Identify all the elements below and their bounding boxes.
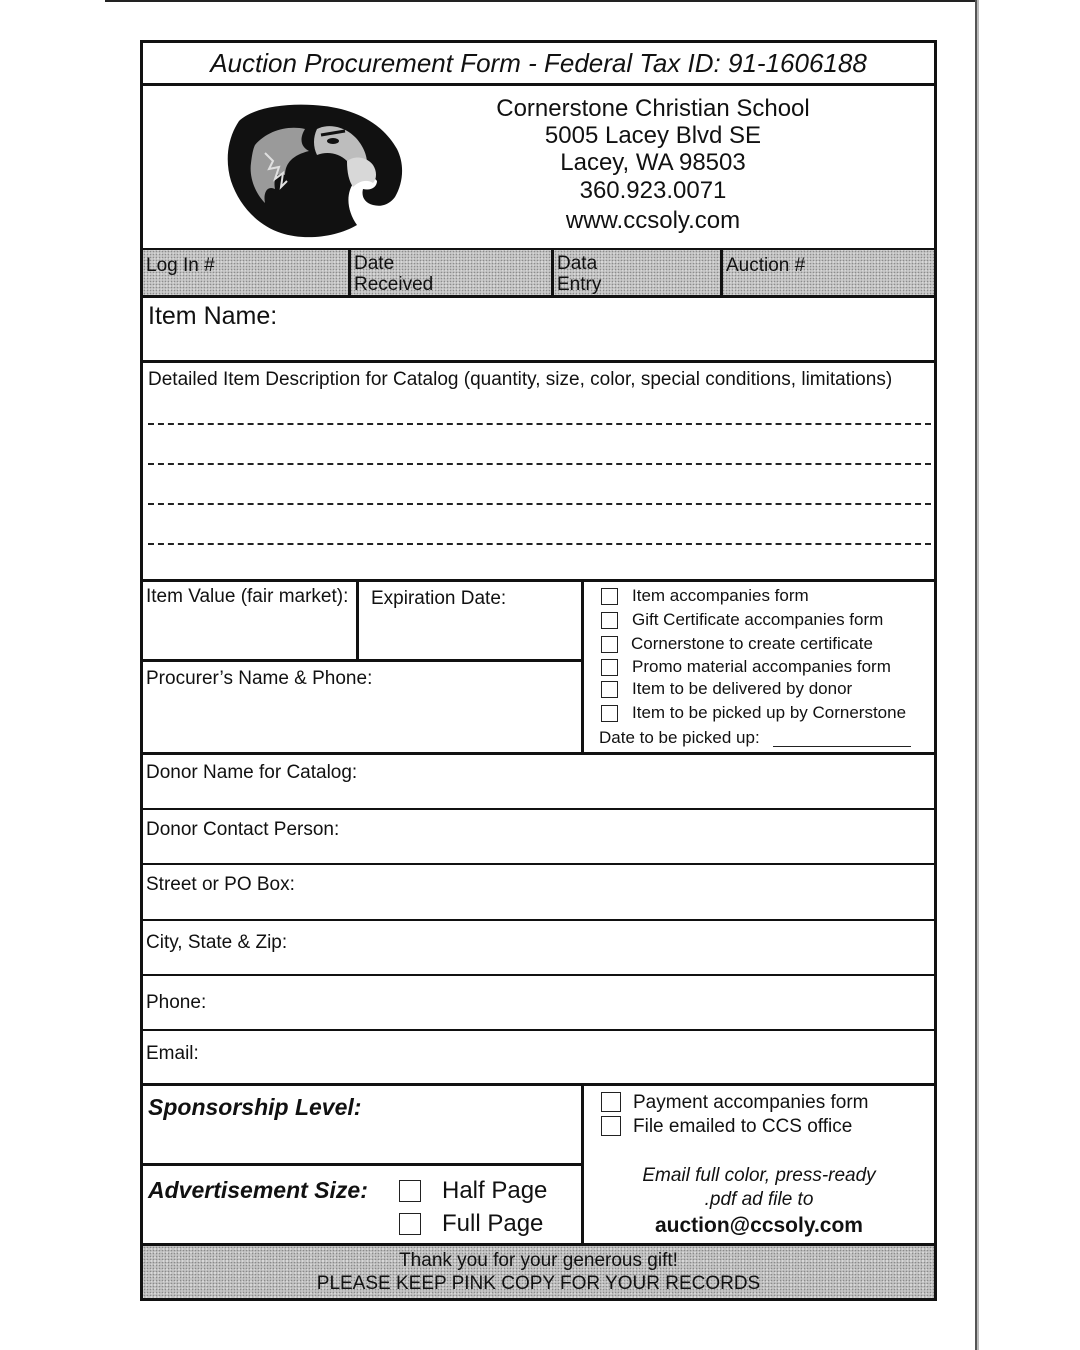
promo-material-accompanies-form-label: Promo material accompanies form <box>632 657 891 676</box>
item-value-field[interactable] <box>143 582 356 660</box>
description-line-2 <box>148 463 931 465</box>
donor-email-label: Email: <box>146 1043 199 1064</box>
data-entry-label-line2: Entry <box>557 274 602 295</box>
divider <box>143 1163 584 1166</box>
donor-phone-field[interactable] <box>143 976 934 1030</box>
footer-thank-you: Thank you for your generous gift! <box>399 1250 678 1271</box>
description-line-1 <box>148 423 931 425</box>
footer-keep-copy-notice: PLEASE KEEP PINK COPY FOR YOUR RECORDS <box>316 1273 761 1294</box>
form-title: Auction Procurement Form - Federal Tax ID: 91-1606188 <box>210 48 867 78</box>
divider <box>581 582 584 754</box>
street-po-box-field[interactable] <box>143 865 934 919</box>
log-in-number-label: Log In # <box>146 255 215 276</box>
organization-website[interactable]: www.ccsoly.com <box>565 207 741 234</box>
item-accompanies-form-label: Item accompanies form <box>632 586 809 605</box>
gift-certificate-accompanies-form-label: Gift Certificate accompanies form <box>632 610 884 629</box>
donor-name-catalog-label: Donor Name for Catalog: <box>146 762 358 783</box>
full-page-label: Full Page <box>442 1210 544 1237</box>
promo-material-accompanies-form-checkbox[interactable] <box>601 659 618 676</box>
organization-phone: 360.923.0071 <box>579 177 727 204</box>
auction-number-field[interactable] <box>723 250 934 296</box>
donor-contact-person-field[interactable] <box>143 810 934 864</box>
email-instructions-line2: .pdf ad file to <box>704 1189 814 1210</box>
street-po-box-label: Street or PO Box: <box>146 874 295 895</box>
item-name-label: Item Name: <box>148 302 278 330</box>
donor-contact-person-label: Donor Contact Person: <box>146 819 340 840</box>
organization-city-state-zip: Lacey, WA 98503 <box>560 149 746 176</box>
city-state-zip-label: City, State & Zip: <box>146 932 288 953</box>
date-received-field[interactable] <box>351 250 551 296</box>
item-name-field[interactable] <box>143 298 934 360</box>
description-line-4 <box>148 543 931 545</box>
office-use-strip <box>143 250 934 296</box>
item-description-field[interactable] <box>143 363 934 581</box>
delivered-by-donor-checkbox[interactable] <box>601 681 618 698</box>
log-in-number-field[interactable] <box>143 250 348 296</box>
picked-up-by-cornerstone-checkbox[interactable] <box>601 705 618 722</box>
cornerstone-create-certificate-checkbox[interactable] <box>601 636 618 653</box>
donor-name-catalog-field[interactable] <box>143 755 934 807</box>
scan-edge-right-shadow <box>977 0 979 1350</box>
procurer-name-phone-label: Procurer’s Name & Phone: <box>146 668 373 689</box>
organization-name: Cornerstone Christian School <box>496 95 810 122</box>
expiration-date-label: Expiration Date: <box>371 588 507 609</box>
description-line-3 <box>148 503 931 505</box>
cornerstone-create-certificate-label: Cornerstone to create certificate <box>631 634 873 653</box>
sponsorship-level-field[interactable] <box>143 1086 581 1164</box>
half-page-label: Half Page <box>442 1177 548 1204</box>
full-page-checkbox[interactable] <box>399 1213 421 1235</box>
auction-email-link[interactable]: auction@ccsoly.com <box>655 1214 863 1237</box>
pickup-date-label: Date to be picked up: <box>599 728 760 747</box>
picked-up-by-cornerstone-label: Item to be picked up by Cornerstone <box>632 703 907 722</box>
divider <box>143 83 934 86</box>
email-instructions-line1: Email full color, press-ready <box>642 1165 876 1186</box>
file-emailed-label: File emailed to CCS office <box>633 1116 853 1137</box>
data-entry-label-line1: Data <box>557 253 598 274</box>
form-footer <box>143 1246 934 1298</box>
date-received-label-line2: Received <box>354 274 434 295</box>
organization-street: 5005 Lacey Blvd SE <box>544 122 762 149</box>
date-received-label-line1: Date <box>354 253 395 274</box>
payment-accompanies-form-label: Payment accompanies form <box>633 1092 869 1113</box>
item-accompanies-form-checkbox[interactable] <box>601 588 618 605</box>
payment-accompanies-form-checkbox[interactable] <box>601 1092 621 1112</box>
email-instructions <box>584 1164 934 1212</box>
city-state-zip-field[interactable] <box>143 921 934 975</box>
delivered-by-donor-label: Item to be delivered by donor <box>632 679 853 698</box>
item-value-label: Item Value (fair market): <box>146 586 349 607</box>
sponsorship-level-label: Sponsorship Level: <box>148 1094 362 1120</box>
auction-procurement-form <box>140 40 937 1301</box>
gift-certificate-accompanies-form-checkbox[interactable] <box>601 612 618 629</box>
advertisement-size-label: Advertisement Size: <box>148 1177 368 1203</box>
half-page-checkbox[interactable] <box>399 1180 421 1202</box>
scan-edge-top <box>105 0 977 2</box>
file-emailed-checkbox[interactable] <box>601 1116 621 1136</box>
data-entry-field[interactable] <box>554 250 720 296</box>
eagle-head-mascot-icon <box>221 101 403 241</box>
expiration-date-field[interactable] <box>359 582 581 660</box>
pickup-date-input-line[interactable] <box>773 746 911 747</box>
auction-number-label: Auction # <box>726 255 806 276</box>
organization-address-block <box>473 95 833 236</box>
donor-phone-label: Phone: <box>146 992 207 1013</box>
donor-email-field[interactable] <box>143 1031 934 1083</box>
procurer-name-phone-field[interactable] <box>143 662 581 752</box>
item-description-label: Detailed Item Description for Catalog (quantity, size, color, special conditions, limitations) <box>148 369 893 390</box>
